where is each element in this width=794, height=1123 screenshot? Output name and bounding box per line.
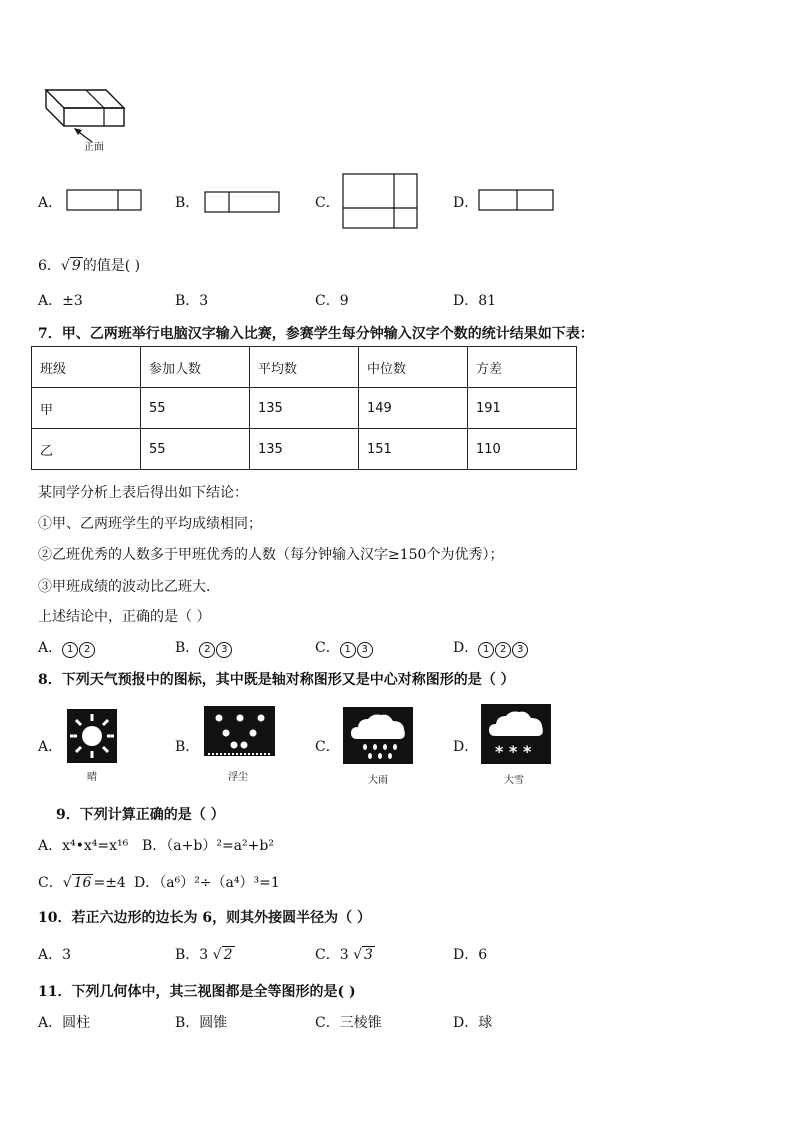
table-cell: 甲 bbox=[32, 388, 141, 429]
q5-option-b-figure bbox=[204, 191, 282, 215]
q10-option-c[interactable] bbox=[315, 944, 375, 964]
q9-option-a[interactable] bbox=[38, 835, 128, 855]
q10-option-a[interactable] bbox=[38, 944, 71, 964]
q7-option-d[interactable] bbox=[453, 637, 529, 658]
circled-number: 2 bbox=[199, 642, 215, 658]
q10-option-b[interactable] bbox=[175, 944, 235, 964]
q10-option-d[interactable] bbox=[453, 944, 487, 964]
q7-option-b[interactable] bbox=[175, 637, 233, 658]
dust-icon bbox=[204, 706, 275, 763]
option-letter: B． bbox=[175, 947, 200, 963]
option-text: ±3 bbox=[62, 293, 83, 309]
option-letter: A． bbox=[38, 947, 63, 963]
q7-lead: 某同学分析上表后得出如下结论： bbox=[38, 485, 248, 501]
option-text: 3 bbox=[199, 947, 209, 963]
option-letter: C． bbox=[315, 640, 340, 656]
option-text: 9 bbox=[339, 293, 349, 309]
q8-option-d-letter[interactable]: D． bbox=[453, 739, 479, 755]
q5-option-d-figure bbox=[478, 189, 556, 213]
option-letter: D． bbox=[453, 947, 479, 963]
q8-option-c-letter[interactable]: C． bbox=[315, 739, 340, 755]
circled-number: 3 bbox=[512, 642, 528, 658]
table-cell: 110 bbox=[468, 429, 577, 470]
q8-option-a-letter[interactable]: A． bbox=[38, 739, 63, 755]
option-letter: C． bbox=[315, 1015, 340, 1031]
table-row bbox=[32, 388, 577, 429]
option-text: （a⁶）²÷（a⁴）³=1 bbox=[159, 875, 280, 891]
q11-option-d[interactable] bbox=[453, 1012, 492, 1032]
option-text: x⁴•x⁴=x¹⁶ bbox=[62, 838, 129, 854]
option-text: =±4 bbox=[93, 875, 126, 891]
sqrt-sign: √ bbox=[353, 947, 363, 963]
table-header-row bbox=[32, 347, 577, 388]
q5-option-c-figure bbox=[342, 173, 420, 231]
q6-radicand: 9 bbox=[71, 258, 81, 274]
table-header: 班级 bbox=[32, 347, 141, 388]
table-header: 平均数 bbox=[250, 347, 359, 388]
option-text: 3 bbox=[339, 947, 349, 963]
option-letter: A． bbox=[38, 1015, 63, 1031]
stats-table bbox=[31, 346, 577, 470]
svg-text:*: * bbox=[495, 742, 504, 761]
table-header: 方差 bbox=[468, 347, 577, 388]
option-text: 3 bbox=[199, 293, 209, 309]
circled-number: 1 bbox=[62, 642, 78, 658]
q6-option-d[interactable] bbox=[453, 290, 496, 310]
table-header: 参加人数 bbox=[141, 347, 250, 388]
q7-conclusion-2: ②乙班优秀的人数多于甲班优秀的人数（每分钟输入汉字≥150个为优秀）； bbox=[38, 547, 504, 563]
option-text: 圆柱 bbox=[62, 1015, 91, 1031]
q7-option-a[interactable] bbox=[38, 637, 96, 658]
radicand: 2 bbox=[223, 947, 233, 963]
option-letter: D． bbox=[453, 640, 479, 656]
q5-option-a-figure bbox=[66, 189, 144, 213]
radicand: 3 bbox=[364, 947, 373, 963]
option-text: 6 bbox=[478, 947, 488, 963]
option-text: 圆锥 bbox=[199, 1015, 228, 1031]
q11-option-a[interactable] bbox=[38, 1012, 90, 1032]
option-letter: C． bbox=[315, 947, 340, 963]
table-cell: 149 bbox=[359, 388, 468, 429]
q5-option-b-letter[interactable]: B． bbox=[175, 195, 200, 211]
q7-conclusion-3: ③甲班成绩的波动比乙班大． bbox=[38, 579, 220, 595]
q11-option-c[interactable] bbox=[315, 1012, 382, 1032]
circled-number: 3 bbox=[216, 642, 232, 658]
option-letter: B． bbox=[142, 838, 167, 854]
option-text: 三棱锥 bbox=[339, 1015, 382, 1031]
option-letter: C． bbox=[315, 293, 340, 309]
sqrt-sign: √ bbox=[212, 947, 222, 963]
svg-text:*: * bbox=[523, 742, 532, 761]
heavy-snow-icon bbox=[481, 704, 551, 764]
q8-caption-a: 晴 bbox=[87, 772, 97, 783]
q8-caption-b: 浮尘 bbox=[228, 772, 248, 783]
table-cell: 191 bbox=[468, 388, 577, 429]
option-text: 81 bbox=[478, 293, 497, 309]
svg-text:*: * bbox=[509, 742, 518, 761]
q11-stem: 11．下列几何体中，其三视图都是全等图形的是( ) bbox=[38, 984, 356, 1000]
option-letter: D． bbox=[453, 1015, 479, 1031]
circled-number: 2 bbox=[79, 642, 95, 658]
sqrt-sign: √ bbox=[62, 875, 72, 891]
q10-stem: 10．若正六边形的边长为 6，则其外接圆半径为（ ） bbox=[38, 910, 371, 926]
q7-stem: 7．甲、乙两班举行电脑汉字输入比赛，参赛学生每分钟输入汉字个数的统计结果如下表： bbox=[38, 326, 594, 342]
option-letter: D． bbox=[134, 875, 160, 891]
option-text: （a+b）²=a²+b² bbox=[166, 838, 274, 854]
option-letter: B． bbox=[175, 293, 200, 309]
q8-option-b-letter[interactable]: B． bbox=[175, 739, 200, 755]
table-cell: 151 bbox=[359, 429, 468, 470]
radicand: 16 bbox=[73, 875, 92, 891]
q6-number: 6． bbox=[38, 258, 61, 274]
table-cell: 55 bbox=[141, 429, 250, 470]
sunny-icon bbox=[67, 709, 117, 763]
sqrt-sign: √ bbox=[60, 258, 70, 274]
q5-option-a-letter[interactable]: A． bbox=[38, 195, 63, 211]
q8-stem: 8．下列天气预报中的图标，其中既是轴对称图形又是中心对称图形的是（ ） bbox=[38, 672, 515, 688]
option-letter: B． bbox=[175, 1015, 200, 1031]
q6-stem-text: 的值是( ) bbox=[82, 258, 141, 274]
option-letter: A． bbox=[38, 838, 63, 854]
q9-stem: 9．下列计算正确的是（ ） bbox=[56, 807, 225, 823]
q6-option-a[interactable] bbox=[38, 290, 83, 310]
q8-caption-d: 大雪 bbox=[504, 775, 524, 786]
option-text: 球 bbox=[478, 1015, 493, 1031]
q5-option-d-letter[interactable]: D． bbox=[453, 195, 479, 211]
circled-number: 1 bbox=[478, 642, 494, 658]
table-header: 中位数 bbox=[359, 347, 468, 388]
q7-question: 上述结论中，正确的是（ ） bbox=[38, 609, 211, 625]
table-cell: 55 bbox=[141, 388, 250, 429]
q7-conclusion-1: ①甲、乙两班学生的平均成绩相同； bbox=[38, 516, 262, 532]
option-letter: D． bbox=[453, 293, 479, 309]
table-cell: 乙 bbox=[32, 429, 141, 470]
circled-number: 1 bbox=[340, 642, 356, 658]
front-label: 正面 bbox=[84, 142, 104, 153]
heavy-rain-icon bbox=[343, 707, 413, 764]
option-letter: C． bbox=[38, 875, 63, 891]
option-letter: A． bbox=[38, 293, 63, 309]
q5-option-c-letter[interactable]: C． bbox=[315, 195, 340, 211]
q11-option-b[interactable] bbox=[175, 1012, 227, 1032]
q6-stem bbox=[38, 255, 140, 275]
table-cell: 135 bbox=[250, 388, 359, 429]
q9-option-d[interactable] bbox=[134, 872, 280, 892]
q6-option-c[interactable] bbox=[315, 290, 349, 310]
option-letter: B． bbox=[175, 640, 200, 656]
circled-number: 2 bbox=[495, 642, 511, 658]
table-cell: 135 bbox=[250, 429, 359, 470]
q9-option-c[interactable] bbox=[38, 872, 126, 892]
q6-option-b[interactable] bbox=[175, 290, 208, 310]
q7-option-c[interactable] bbox=[315, 637, 374, 658]
option-text: 3 bbox=[62, 947, 72, 963]
circled-number: 3 bbox=[357, 642, 373, 658]
table-row bbox=[32, 429, 577, 470]
q9-option-b[interactable] bbox=[142, 835, 274, 855]
q8-caption-c: 大雨 bbox=[368, 775, 388, 786]
option-letter: A． bbox=[38, 640, 63, 656]
